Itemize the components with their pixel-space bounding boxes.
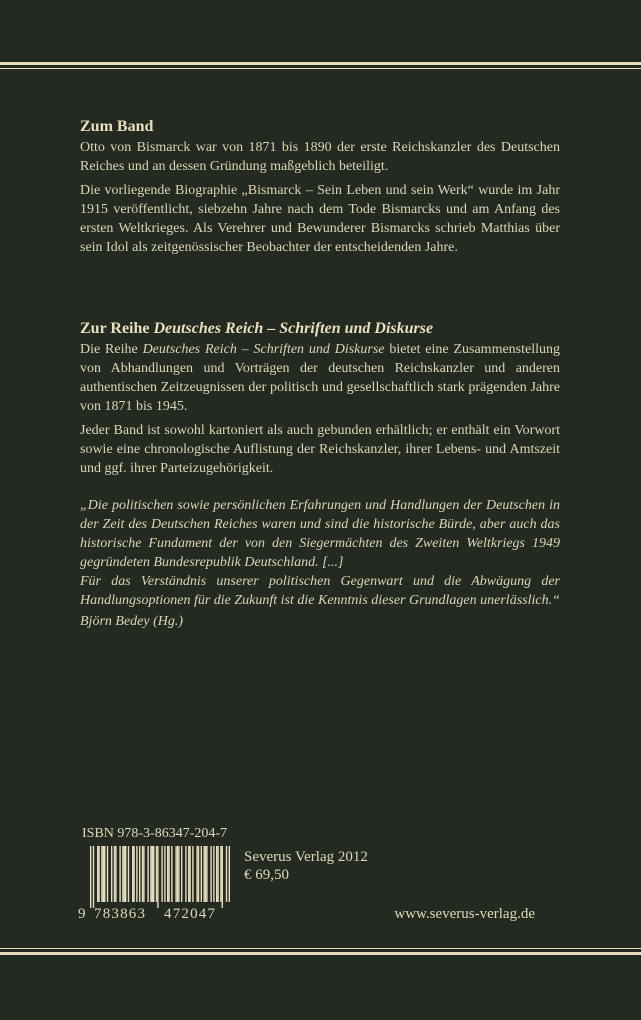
publisher-url: www.severus-verlag.de xyxy=(394,906,535,922)
barcode-bar xyxy=(157,846,158,908)
barcode-digit-group-right: 472047 xyxy=(164,906,217,922)
barcode-bar xyxy=(115,846,116,902)
barcode-bar xyxy=(132,846,133,902)
barcode-bar xyxy=(210,846,211,902)
barcode-bar xyxy=(90,846,91,908)
barcode-bar xyxy=(142,846,143,902)
zur-reihe-heading-prefix: Zur Reihe xyxy=(80,320,150,337)
zum-band-section xyxy=(80,116,560,262)
barcode-bar xyxy=(161,846,162,902)
barcode-digit-group-left: 783863 xyxy=(94,906,147,922)
barcode-bar xyxy=(205,846,206,902)
barcode-bar xyxy=(222,846,223,908)
barcode-bar xyxy=(119,846,120,902)
barcode-bar xyxy=(93,846,94,908)
barcode-bar xyxy=(143,846,144,902)
barcode-bar xyxy=(164,846,165,902)
quote-section xyxy=(80,496,560,636)
isbn-label: ISBN 978-3-86347-204-7 xyxy=(82,826,228,841)
bottom-border-thick xyxy=(0,952,641,955)
zum-band-paragraph-1: Otto von Bismarck war von 1871 bis 1890 der erste Reichskanzler des Deutschen Reiches und an dessen Gründung maßgeblich beteiligt. xyxy=(80,140,560,174)
barcode-bar xyxy=(168,846,169,902)
barcode-bar xyxy=(216,846,217,902)
bottom-border-thin xyxy=(0,948,641,949)
barcode-bar xyxy=(136,846,137,902)
barcode-bar xyxy=(107,846,108,902)
barcode-bar xyxy=(171,846,172,902)
barcode-bar xyxy=(177,846,178,902)
barcode-bar xyxy=(220,846,221,902)
barcode-bar xyxy=(153,846,154,902)
barcode-bar xyxy=(104,846,105,902)
zur-reihe-paragraph-1 xyxy=(80,340,560,416)
barcode-bar xyxy=(156,846,157,902)
barcode-bar xyxy=(175,846,176,902)
price: € 69,50 xyxy=(244,867,289,883)
publisher-block xyxy=(244,848,368,884)
barcode-bar xyxy=(178,846,179,902)
barcode-bar xyxy=(98,846,99,902)
zum-band-heading: Zum Band xyxy=(80,118,154,135)
quote-paragraph-2: Für das Verständnis unserer politischen Gegenwart und die Abwägung der Handlungsoptionen für die Zukunft ist die Kenntnis dieser Grundlagen unerlässlich.“ xyxy=(80,574,560,608)
barcode-bar xyxy=(125,846,126,902)
barcode-bar xyxy=(189,846,190,902)
barcode-bar xyxy=(147,846,148,902)
barcode-bar xyxy=(111,846,112,902)
zur-reihe-section xyxy=(80,318,560,483)
barcode-bar xyxy=(196,846,197,902)
barcode-bar xyxy=(150,846,151,902)
barcode-bar xyxy=(192,846,193,902)
zur-reihe-p1-start: Die Reihe xyxy=(80,342,138,357)
quote-paragraph-1: „Die politischen sowie persönlichen Erfahrungen und Handlungen der Deutschen in der Zeit des Deutschen Reiches waren und sind die historische Bürde, aber auch das historische Fundament der von den Siegermächten des Zweiten Weltkriegs 1949 gegründeten Bundesrepublik Deutschland. [...] xyxy=(80,498,560,570)
barcode-bar xyxy=(198,846,199,902)
barcode-bar xyxy=(97,846,98,902)
barcode-bar xyxy=(188,846,189,902)
isbn-barcode xyxy=(90,846,230,908)
barcode-bar xyxy=(226,846,227,902)
barcode-bar xyxy=(103,846,104,902)
barcode-bar xyxy=(229,846,230,902)
barcode-bar xyxy=(201,846,202,902)
zur-reihe-heading-series: Deutsches Reich – Schriften und Diskurse xyxy=(153,320,434,337)
top-border-thick xyxy=(0,62,641,65)
barcode-bar xyxy=(101,846,102,902)
barcode-bar xyxy=(167,846,168,902)
zur-reihe-paragraph-2: Jeder Band ist sowohl kartoniert als auch gebunden erhältlich; er enthält ein Vorwort sowie eine chronologische Auflistung der Reichskanzler, ihrer Lebens- und Amtszeit und ggf. ihrer Parteizugehörigkeit. xyxy=(80,423,560,476)
top-border-thin xyxy=(0,68,641,69)
barcode-bar xyxy=(139,846,140,902)
zur-reihe-p1-rest: bietet eine Zusammenstellung von Abhandlungen und Vorträgen der deutschen Reichskanzler und anderen authentischen Zeitzeugnissen der politisch und gesellschaftlich stark prägenden Jahre von 1871 bis 1945. xyxy=(80,342,560,414)
barcode-bar xyxy=(128,846,129,902)
barcode-bar xyxy=(206,846,207,902)
barcode-bar xyxy=(181,846,182,902)
barcode-graphic xyxy=(90,846,230,908)
quote-author: Björn Bedey (Hg.) xyxy=(80,614,184,629)
barcode-digits xyxy=(78,906,234,928)
barcode-bar xyxy=(152,846,153,902)
barcode-digit-first: 9 xyxy=(78,906,87,922)
barcode-bar xyxy=(217,846,218,902)
barcode-bar xyxy=(203,846,204,902)
barcode-bar xyxy=(124,846,125,902)
publisher-name: Severus Verlag 2012 xyxy=(244,849,368,865)
zur-reihe-p1-series: Deutsches Reich – Schriften und Diskurse xyxy=(142,342,385,357)
barcode-bar xyxy=(185,846,186,902)
barcode-bar xyxy=(133,846,134,902)
barcode-bar xyxy=(122,846,123,902)
zur-reihe-heading xyxy=(80,318,560,340)
zum-band-paragraph-2: Die vorliegende Biographie „Bismarck – Sein Leben und sein Werk“ wurde im Jahr 1915 veröffentlicht, siebzehn Jahre nach dem Tode Bismarcks und am Anfang des ersten Weltkrieges. Als Verehrer und Bewunderer Bismarcks schrieb Matthias über sein Idol als zeitgenössischer Beobachter der entscheidenden Jahre. xyxy=(80,183,560,255)
barcode-bar xyxy=(114,846,115,902)
barcode-bar xyxy=(213,846,214,902)
